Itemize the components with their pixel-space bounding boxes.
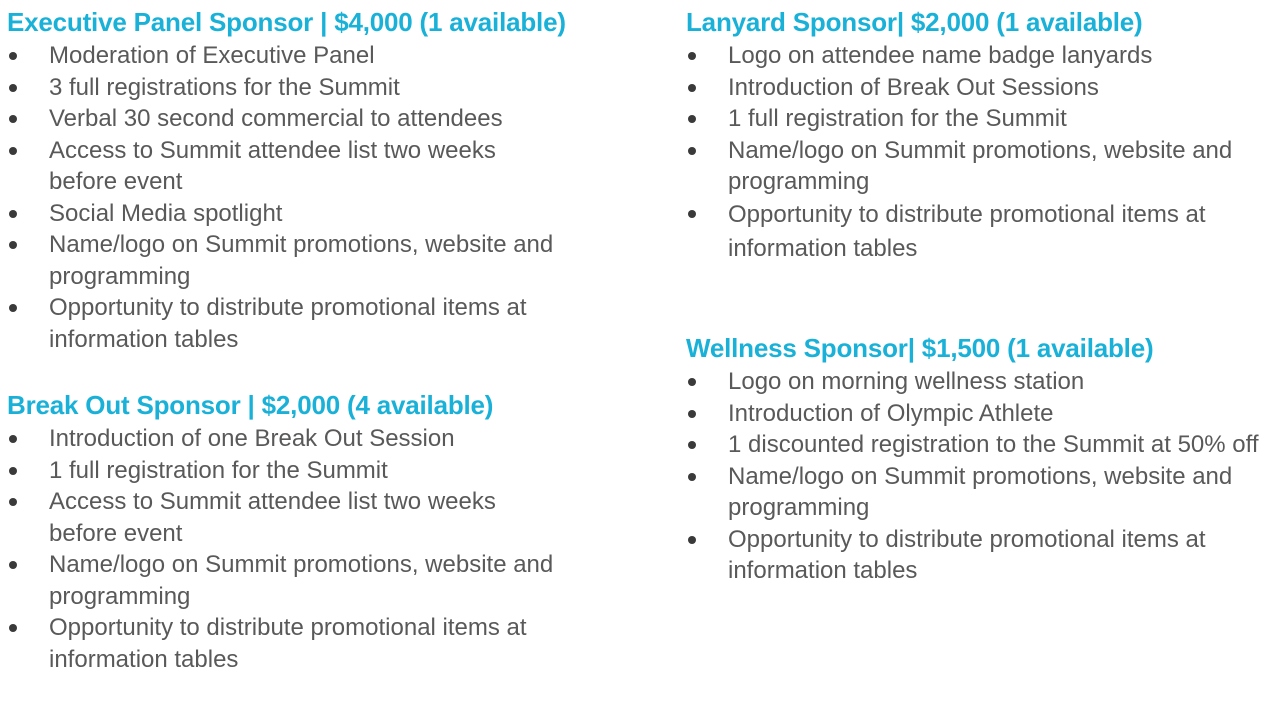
executive-panel-sponsor-heading: Executive Panel Sponsor | $4,000 (1 available) [7, 7, 566, 37]
list-item: Opportunity to distribute promotional items at information tables [686, 524, 1276, 587]
list-item: Name/logo on Summit promotions, website and programming [7, 229, 607, 292]
bullet-dot-icon [9, 241, 17, 249]
list-item: Name/logo on Summit promotions, website and programming [686, 135, 1276, 198]
list-item: Social Media spotlight [7, 198, 607, 230]
break-out-sponsor-section [7, 387, 607, 675]
list-item: 1 full registration for the Summit [686, 103, 1276, 135]
lanyard-benefits-list [686, 40, 1276, 266]
wellness-sponsor-section [686, 330, 1276, 587]
list-item: 1 full registration for the Summit [7, 455, 607, 487]
bullet-dot-icon [688, 52, 696, 60]
bullet-dot-icon [688, 378, 696, 386]
bullet-dot-icon [9, 210, 17, 218]
bullet-dot-icon [9, 467, 17, 475]
lanyard-sponsor-section [686, 4, 1276, 266]
bullet-dot-icon [9, 498, 17, 506]
bullet-dot-icon [9, 84, 17, 92]
list-item: 1 discounted registration to the Summit at 50% off [686, 429, 1276, 461]
list-item: Opportunity to distribute promotional items at information tables [686, 198, 1276, 266]
wellness-benefits-list [686, 366, 1276, 587]
bullet-dot-icon [688, 115, 696, 123]
bullet-dot-icon [688, 147, 696, 155]
executive-panel-benefits-list [7, 40, 607, 355]
bullet-dot-icon [688, 536, 696, 544]
bullet-dot-icon [688, 473, 696, 481]
list-item: Opportunity to distribute promotional items at information tables [7, 292, 607, 355]
bullet-dot-icon [688, 410, 696, 418]
list-item: Access to Summit attendee list two weeks before event [7, 486, 607, 549]
bullet-dot-icon [9, 561, 17, 569]
list-item: Logo on morning wellness station [686, 366, 1276, 398]
executive-panel-sponsor-section [7, 4, 607, 355]
list-item: Introduction of one Break Out Session [7, 423, 607, 455]
list-item: 3 full registrations for the Summit [7, 72, 607, 104]
list-item: Name/logo on Summit promotions, website and programming [686, 461, 1276, 524]
bullet-dot-icon [688, 84, 696, 92]
list-item: Moderation of Executive Panel [7, 40, 607, 72]
list-item: Opportunity to distribute promotional items at information tables [7, 612, 607, 675]
bullet-dot-icon [9, 52, 17, 60]
bullet-dot-icon [688, 441, 696, 449]
list-item: Verbal 30 second commercial to attendees [7, 103, 607, 135]
list-item: Name/logo on Summit promotions, website and programming [7, 549, 607, 612]
break-out-benefits-list [7, 423, 607, 675]
wellness-sponsor-heading: Wellness Sponsor| $1,500 (1 available) [686, 333, 1154, 363]
list-item: Logo on attendee name badge lanyards [686, 40, 1276, 72]
list-item: Introduction of Olympic Athlete [686, 398, 1276, 430]
bullet-dot-icon [9, 115, 17, 123]
bullet-dot-icon [688, 210, 696, 218]
lanyard-sponsor-heading: Lanyard Sponsor| $2,000 (1 available) [686, 7, 1143, 37]
break-out-sponsor-heading: Break Out Sponsor | $2,000 (4 available) [7, 390, 494, 420]
list-item: Access to Summit attendee list two weeks before event [7, 135, 607, 198]
list-item: Introduction of Break Out Sessions [686, 72, 1276, 104]
bullet-dot-icon [9, 624, 17, 632]
bullet-dot-icon [9, 435, 17, 443]
bullet-dot-icon [9, 304, 17, 312]
bullet-dot-icon [9, 147, 17, 155]
